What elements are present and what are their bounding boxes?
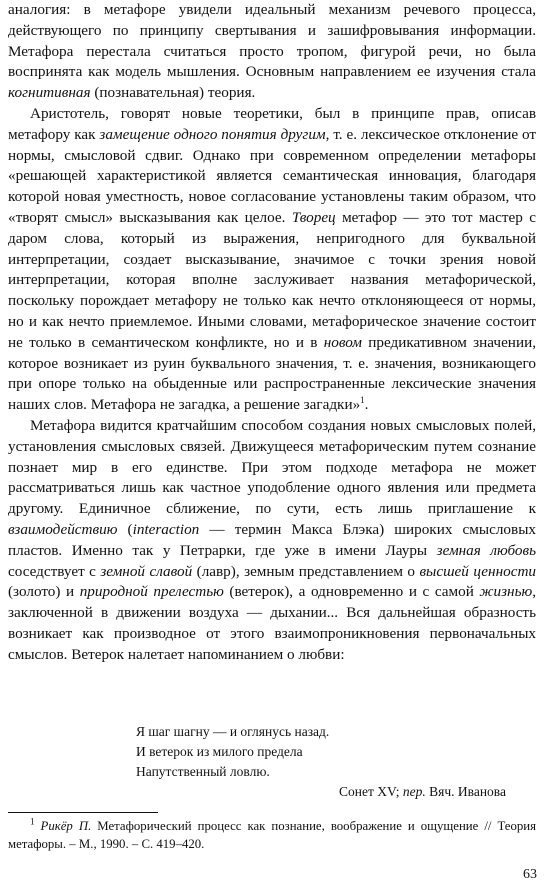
text-run: метафор — это тот мастер с даром слова, который из выражения, непригодного для буквальной интерпретации, создает высказывание, значимое с точки зрения новой интерпретации, которая вполне заслуживает названия метафорической, поскольку порождает метафору не только как нечто отклоняющееся от нормы, но и как нечто приемлемое. Иными словами, метафорическое значение состоит не только в семантическом конфликте, но и в [8, 208, 536, 351]
italic-text: природной прелестью [79, 583, 224, 601]
text-run: аналогия: в метафоре увидели идеальный механизм речевого процесса, действующего по принципу свертывания и зашифровывания информации. Метафора перестала считаться просто тропом, фигурой речи, но была воспринята как модель мышления. Основным направлением ее изучения стала [8, 1, 536, 81]
paragraph [8, 104, 536, 416]
text-run: Аристотель, говорят новые теоретики, был в принципе прав, описав метафору как [8, 104, 536, 143]
poem-line: Я шаг шагну — и оглянусь назад. [136, 724, 330, 739]
italic-text: земной славой [100, 562, 193, 580]
text-run: (лавр), земным представлением о [192, 562, 420, 580]
footnote [8, 817, 536, 853]
footnote-author: Рикёр П. [40, 819, 92, 833]
paragraph [8, 0, 536, 104]
italic-text: взаимодействию [8, 520, 118, 538]
text-run: (золото) и [8, 583, 80, 601]
poem-line: Напутственный ловлю. [136, 764, 270, 779]
text-run: предикативном значении, которое возникает из руин буквального значения, т. е. значения, возникающего при опоре только на обыденные или распространенные лексические значения наших слов. Метафора не загадка, а решение загадки» [8, 333, 536, 414]
italic-text: замещение одного понятия другим [99, 125, 326, 143]
page-number: 63 [523, 867, 537, 882]
italic-text: земная любовь [436, 541, 536, 559]
text-run: Метафора видится кратчайшим способом создания новых смысловых полей, установления смысловых связей. Движущееся метафорическим путем сознание познает мир в его единстве. При этом подходе метафора не может рассматриваться лишь как частное уподобление одного явления или предмета другому. Единичное сближение, по сути, есть лишь приглашение к [8, 416, 536, 518]
poem-quote [136, 722, 506, 802]
footnote-ref: 1 [360, 395, 365, 406]
text-run: , заключенной в движении воздуха — дыхании... Вся дальнейшая образность возникает как производное от этого взаимопроникновения первоначальных смыслов. Ветерок налетает напоминанием о любви: [8, 583, 536, 663]
text-run: , т. е. лексическое отклонение от нормы, смысловой сдвиг. Однако при современном определении метафоры «решающей характеристикой является семантическая инновация, благодаря которой новая уместность, новое согласование установлены таким образом, что «творят смысл» высказывания как целое. [8, 125, 536, 226]
poem-source-translator-label: пер. [402, 784, 426, 799]
text-run: — термин Макса Блэка) широких смысловых пластов. Именно так у Петрарки, где уже в имени Лауры [8, 520, 537, 559]
italic-text: новом [323, 333, 362, 351]
italic-text: interaction [132, 520, 200, 538]
paragraph [8, 416, 536, 666]
body-text [8, 0, 536, 666]
text-run: соседствует с [8, 562, 101, 580]
italic-text: жизнью [479, 583, 533, 601]
text-run: . [364, 396, 369, 414]
text-run: (ветерок), а одновременно и с самой [223, 583, 480, 601]
footnote-text: Метафорический процесс как познание, воображение и ощущение // Теория метафоры. – М., 1990. – С. 419–420. [8, 819, 537, 851]
italic-text: когнитивная [8, 84, 91, 102]
poem-source [136, 782, 506, 802]
italic-text: Творец [291, 208, 336, 226]
poem-line: И ветерок из милого предела [136, 744, 303, 759]
footnote-divider [8, 812, 158, 813]
text-run: (познавательная) теория. [90, 84, 256, 102]
text-run: ( [117, 520, 133, 538]
poem-source-prefix: Сонет XV; [339, 784, 403, 799]
footnote-marker: 1 [30, 816, 35, 827]
italic-text: высшей ценности [419, 562, 537, 580]
poem-source-suffix: Вяч. Иванова [425, 784, 506, 799]
